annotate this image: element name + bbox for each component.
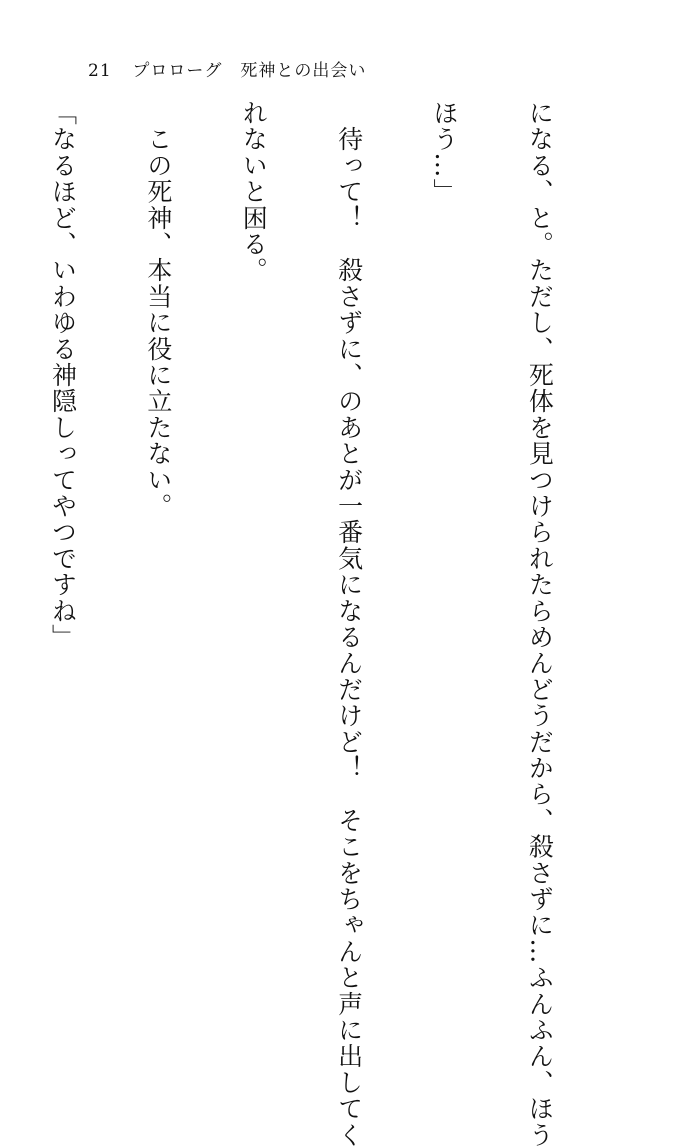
page-number: 21 bbox=[88, 61, 112, 81]
chapter-title: プロローグ 死神との出会い bbox=[132, 61, 367, 81]
running-head bbox=[88, 56, 366, 81]
vertical-body-text bbox=[0, 100, 619, 1148]
text-line: になる、と。ただし、死体を見つけられたらめんどうだから、殺さずに…ふんふん、ほう bbox=[525, 100, 555, 1148]
text-line: ほう…」 bbox=[430, 100, 460, 205]
text-line: 「なるほど、いわゆる神隠しってやつですね」 bbox=[48, 100, 78, 651]
text-line: れないと困る。 bbox=[239, 100, 269, 284]
text-line: 待って！ 殺さずに、のあとが一番気になるんだけど！ そこをちゃんと声に出してく bbox=[334, 100, 364, 1148]
text-line: この死神、本当に役に立たない。 bbox=[143, 100, 173, 520]
